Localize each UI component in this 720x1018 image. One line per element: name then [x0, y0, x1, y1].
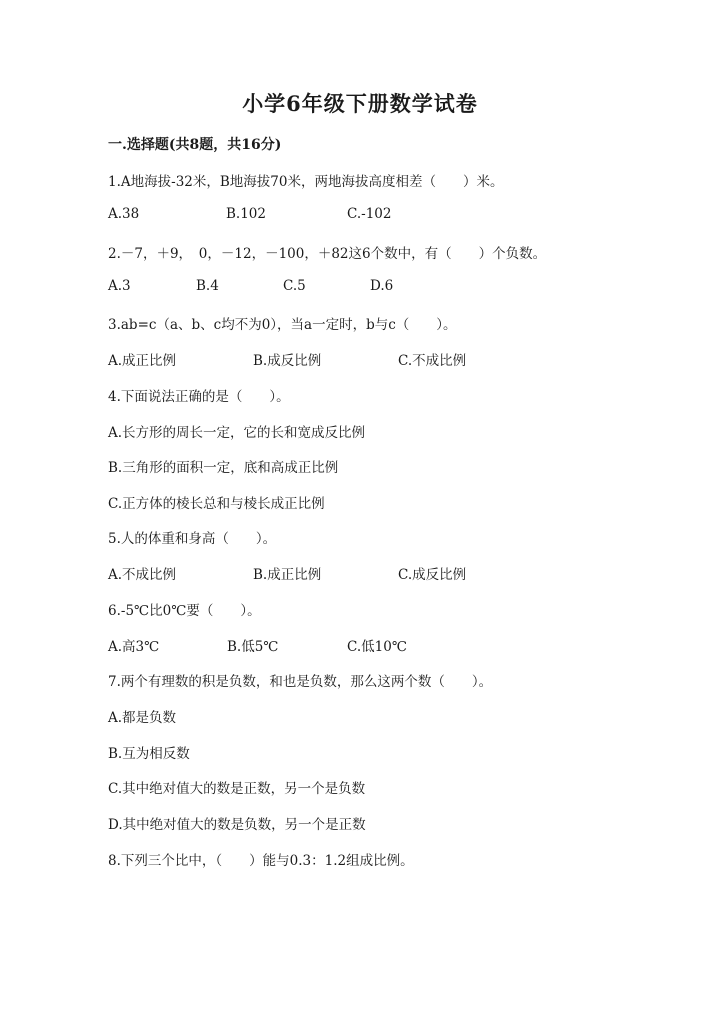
question-3-option-a: A.成正比例 — [108, 353, 177, 369]
question-5-stem: 5.人的体重和身高（ ）。 — [108, 531, 277, 547]
question-2-option-d: D.6 — [370, 278, 394, 294]
question-7-option-b: B.互为相反数 — [108, 746, 190, 762]
question-4-option-a: A.长方形的周长一定，它的长和宽成反比例 — [108, 425, 366, 441]
question-6-stem: 6.-5℃比0℃要（ ）。 — [108, 603, 261, 619]
question-8-stem: 8.下列三个比中，（ ）能与0.3：1.2组成比例。 — [108, 853, 414, 869]
section-heading: 一.选择题(共8题，共16分) — [108, 137, 282, 153]
question-3-option-c: C.不成比例 — [398, 353, 467, 369]
question-2-option-a: A.3 — [108, 278, 131, 294]
question-3-stem: 3.ab=c（a、b、c均不为0），当a一定时，b与c（ ）。 — [108, 317, 457, 333]
question-2-option-b: B.4 — [196, 278, 219, 294]
question-1-stem: 1.A地海拔-32米，B地海拔70米，两地海拔高度相差（ ）米。 — [108, 174, 504, 190]
question-4-stem: 4.下面说法正确的是（ ）。 — [108, 389, 290, 405]
question-1-option-a: A.38 — [108, 206, 140, 222]
question-1-option-c: C.-102 — [347, 206, 392, 222]
exam-title: 小学6年级下册数学试卷 — [242, 91, 478, 116]
question-4-option-b: B.三角形的面积一定，底和高成正比例 — [108, 460, 339, 476]
question-2-option-c: C.5 — [283, 278, 306, 294]
question-5-option-b: B.成正比例 — [253, 567, 322, 583]
question-4-option-c: C.正方体的棱长总和与棱长成正比例 — [108, 496, 325, 512]
question-6-option-a: A.高3℃ — [108, 639, 160, 655]
question-5-option-a: A.不成比例 — [108, 567, 177, 583]
question-6-option-c: C.低10℃ — [347, 639, 407, 655]
question-7-stem: 7.两个有理数的积是负数，和也是负数，那么这两个数（ ）。 — [108, 674, 493, 690]
question-1-option-b: B.102 — [226, 206, 266, 222]
question-7-option-d: D.其中绝对值大的数是负数，另一个是正数 — [108, 817, 366, 833]
question-7-option-c: C.其中绝对值大的数是正数，另一个是负数 — [108, 781, 366, 797]
question-2-stem: 2.－7，＋9， 0，－12，－100，＋82这6个数中，有（ ）个负数。 — [108, 246, 547, 262]
question-5-option-c: C.成反比例 — [398, 567, 467, 583]
question-3-option-b: B.成反比例 — [253, 353, 322, 369]
question-6-option-b: B.低5℃ — [227, 639, 279, 655]
question-7-option-a: A.都是负数 — [108, 710, 177, 726]
